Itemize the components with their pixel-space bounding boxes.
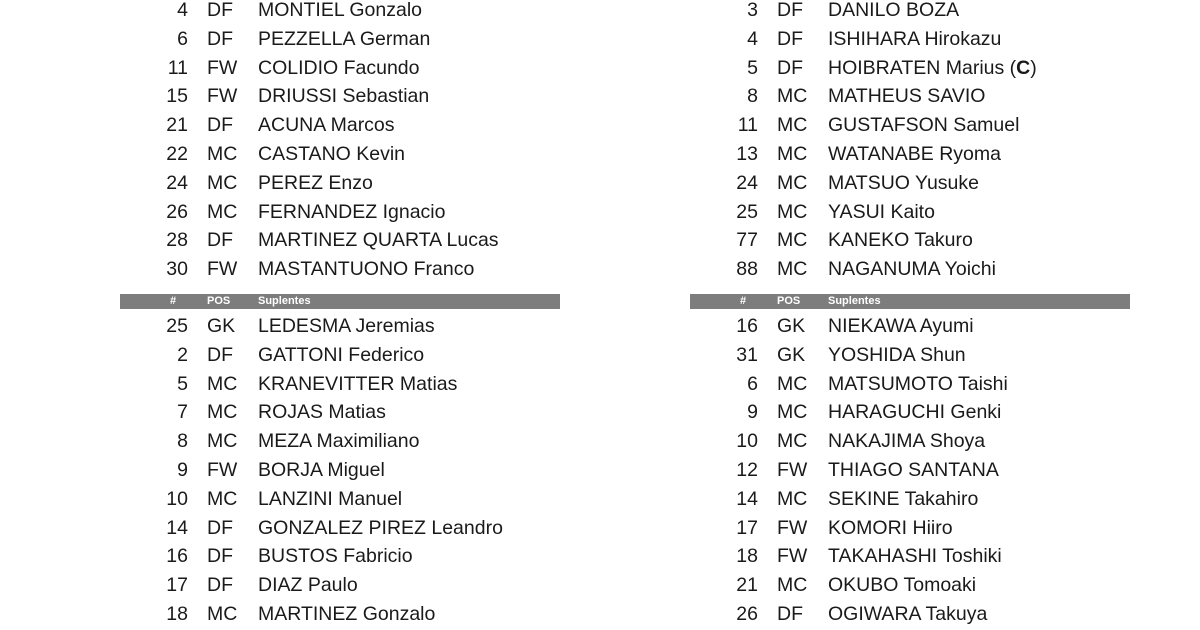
player-name: GONZALEZ PIREZ Leandro <box>258 516 503 539</box>
player-number: 6 <box>177 27 188 50</box>
player-row <box>690 255 1130 284</box>
player-number: 13 <box>736 142 758 165</box>
player-name: FERNANDEZ Ignacio <box>258 200 446 223</box>
player-position: MC <box>777 114 808 137</box>
team-lineup-right <box>690 0 1130 629</box>
player-row <box>690 485 1130 514</box>
player-position: MC <box>207 171 238 194</box>
player-name: DANILO BOZA <box>828 0 960 21</box>
player-name: MEZA Maximiliano <box>258 430 420 453</box>
player-row <box>690 111 1130 140</box>
player-name: LEDESMA Jeremias <box>258 314 435 337</box>
player-name: MATHEUS SAVIO <box>828 85 986 108</box>
player-row <box>120 198 560 227</box>
player-name: MARTINEZ Gonzalo <box>258 602 436 625</box>
player-row <box>690 198 1130 227</box>
player-position: MC <box>777 574 808 597</box>
player-number: 15 <box>166 85 188 108</box>
player-row <box>690 312 1130 341</box>
substitutes-header-bar <box>690 294 1130 309</box>
player-row <box>690 427 1130 456</box>
player-number: 18 <box>736 545 758 568</box>
player-name: OGIWARA Takuya <box>828 602 988 625</box>
player-name: THIAGO SANTANA <box>828 458 999 481</box>
player-row <box>120 0 560 25</box>
player-name: ISHIHARA Hirokazu <box>828 27 1002 50</box>
substitutes-column-header: Suplentes <box>258 294 311 307</box>
player-name: GATTONI Federico <box>258 343 425 366</box>
player-position: MC <box>777 372 808 395</box>
player-position: MC <box>207 430 238 453</box>
player-name: NIEKAWA Ayumi <box>828 314 974 337</box>
player-number: 5 <box>177 372 188 395</box>
player-row <box>120 111 560 140</box>
player-row <box>120 255 560 284</box>
player-row <box>120 427 560 456</box>
player-row <box>690 542 1130 571</box>
team-lineup-left <box>120 0 560 629</box>
player-number: 9 <box>747 401 758 424</box>
player-number: 9 <box>177 458 188 481</box>
player-position: MC <box>207 401 238 424</box>
player-number: 28 <box>166 229 188 252</box>
player-position: MC <box>777 171 808 194</box>
starters-list <box>120 0 560 284</box>
player-row <box>120 312 560 341</box>
player-number: 24 <box>736 171 758 194</box>
player-position: MC <box>777 200 808 223</box>
player-number: 21 <box>166 114 188 137</box>
player-number: 22 <box>166 142 188 165</box>
player-number: 3 <box>747 0 758 21</box>
player-number: 10 <box>166 487 188 510</box>
player-position: FW <box>777 516 808 539</box>
player-name: KANEKO Takuro <box>828 229 973 252</box>
player-number: 16 <box>736 314 758 337</box>
player-position: DF <box>207 0 233 21</box>
player-position: DF <box>777 0 803 21</box>
player-number: 26 <box>736 602 758 625</box>
player-number: 31 <box>736 343 758 366</box>
player-row <box>120 226 560 255</box>
player-name: YOSHIDA Shun <box>828 343 966 366</box>
player-name: MONTIEL Gonzalo <box>258 0 422 21</box>
player-position: MC <box>777 401 808 424</box>
player-position: DF <box>777 56 803 79</box>
player-name: KRANEVITTER Matias <box>258 372 458 395</box>
player-position: DF <box>777 27 803 50</box>
player-number: 2 <box>177 343 188 366</box>
player-number: 30 <box>166 258 188 281</box>
player-name: CASTANO Kevin <box>258 142 406 165</box>
player-name: ACUNA Marcos <box>258 114 395 137</box>
player-number: 11 <box>167 56 188 79</box>
player-row <box>120 542 560 571</box>
player-position: MC <box>777 430 808 453</box>
player-number: 25 <box>736 200 758 223</box>
player-name: MATSUO Yusuke <box>828 171 980 194</box>
player-number: 21 <box>736 574 758 597</box>
player-name: OKUBO Tomoaki <box>828 574 977 597</box>
position-column-header: POS <box>777 294 801 307</box>
player-position: FW <box>777 458 808 481</box>
player-position: MC <box>207 487 238 510</box>
player-position: FW <box>207 258 238 281</box>
player-number: 8 <box>747 85 758 108</box>
player-position: MC <box>207 142 238 165</box>
player-position: FW <box>207 56 238 79</box>
player-number: 5 <box>747 56 758 79</box>
player-row <box>120 600 560 629</box>
player-row <box>690 0 1130 25</box>
player-position: MC <box>777 142 808 165</box>
player-position: DF <box>207 343 233 366</box>
player-position: GK <box>777 343 806 366</box>
player-row <box>690 514 1130 543</box>
player-name: NAGANUMA Yoichi <box>828 258 996 281</box>
player-number: 88 <box>736 258 758 281</box>
player-row <box>690 600 1130 629</box>
player-number: 77 <box>736 229 758 252</box>
player-row <box>690 341 1130 370</box>
player-name: DRIUSSI Sebastian <box>258 85 430 108</box>
player-number: 16 <box>166 545 188 568</box>
player-position: MC <box>777 85 808 108</box>
player-row <box>690 54 1130 83</box>
player-name: PEREZ Enzo <box>258 171 373 194</box>
player-position: DF <box>207 229 233 252</box>
player-position: GK <box>777 314 806 337</box>
player-position: FW <box>207 458 238 481</box>
player-number: 11 <box>737 114 758 137</box>
player-number: 24 <box>166 171 188 194</box>
number-column-header: # <box>740 294 747 307</box>
player-position: DF <box>207 516 233 539</box>
player-row <box>690 169 1130 198</box>
player-row <box>120 456 560 485</box>
player-row <box>120 54 560 83</box>
player-name: GUSTAFSON Samuel <box>828 114 1020 137</box>
player-name: PEZZELLA German <box>258 27 431 50</box>
player-position: DF <box>207 114 233 137</box>
player-name: YASUI Kaito <box>828 200 935 223</box>
substitutes-header-bar <box>120 294 560 309</box>
position-column-header: POS <box>207 294 231 307</box>
player-name: MATSUMOTO Taishi <box>828 372 1008 395</box>
player-name: MARTINEZ QUARTA Lucas <box>258 229 499 252</box>
player-position: MC <box>777 258 808 281</box>
player-position: FW <box>207 85 238 108</box>
player-number: 18 <box>166 602 188 625</box>
player-row <box>690 82 1130 111</box>
player-position: DF <box>207 545 233 568</box>
player-position: FW <box>777 545 808 568</box>
player-name: ROJAS Matias <box>258 401 386 424</box>
player-row <box>120 169 560 198</box>
player-name: COLIDIO Facundo <box>258 56 420 79</box>
player-number: 4 <box>747 27 758 50</box>
player-number: 8 <box>177 430 188 453</box>
player-name: MASTANTUONO Franco <box>258 258 475 281</box>
player-row <box>120 341 560 370</box>
player-number: 14 <box>166 516 188 539</box>
player-position: MC <box>777 229 808 252</box>
player-name: SEKINE Takahiro <box>828 487 979 510</box>
player-row <box>690 370 1130 399</box>
player-row <box>690 398 1130 427</box>
player-position: GK <box>207 314 236 337</box>
player-row <box>120 82 560 111</box>
player-row <box>690 140 1130 169</box>
player-position: MC <box>207 372 238 395</box>
player-number: 17 <box>736 516 758 539</box>
player-name: LANZINI Manuel <box>258 487 403 510</box>
player-name-text: HOIBRATEN Marius ( <box>828 56 1017 79</box>
substitutes-column-header: Suplentes <box>828 294 881 307</box>
player-number: 7 <box>177 401 188 424</box>
player-row <box>690 25 1130 54</box>
player-name: WATANABE Ryoma <box>828 142 1001 165</box>
player-row <box>120 571 560 600</box>
player-row <box>690 226 1130 255</box>
player-name: TAKAHASHI Toshiki <box>828 545 1002 568</box>
player-row <box>120 25 560 54</box>
player-row <box>120 514 560 543</box>
player-number: 10 <box>736 430 758 453</box>
player-row <box>690 456 1130 485</box>
player-name: KOMORI Hiiro <box>828 516 953 539</box>
player-number: 25 <box>166 314 188 337</box>
player-row <box>120 485 560 514</box>
player-name: HARAGUCHI Genki <box>828 401 1002 424</box>
captain-mark: C <box>1016 56 1031 79</box>
player-position: MC <box>207 602 238 625</box>
player-number: 17 <box>166 574 188 597</box>
player-name: BUSTOS Fabricio <box>258 545 413 568</box>
substitutes-list <box>120 312 560 629</box>
player-number: 6 <box>747 372 758 395</box>
player-position: DF <box>207 27 233 50</box>
player-row <box>120 370 560 399</box>
player-number: 26 <box>166 200 188 223</box>
player-name: DIAZ Paulo <box>258 574 358 597</box>
player-number: 12 <box>736 458 758 481</box>
player-number: 14 <box>736 487 758 510</box>
player-row <box>690 571 1130 600</box>
starters-list <box>690 0 1130 284</box>
captain-suffix: ) <box>1030 56 1037 79</box>
substitutes-list <box>690 312 1130 629</box>
player-number: 4 <box>177 0 188 21</box>
player-position: DF <box>207 574 233 597</box>
player-name: NAKAJIMA Shoya <box>828 430 986 453</box>
player-row <box>120 140 560 169</box>
player-position: DF <box>777 602 803 625</box>
player-position: MC <box>777 487 808 510</box>
number-column-header: # <box>170 294 177 307</box>
player-position: MC <box>207 200 238 223</box>
player-name <box>828 54 1037 83</box>
player-row <box>120 398 560 427</box>
player-name: BORJA Miguel <box>258 458 385 481</box>
